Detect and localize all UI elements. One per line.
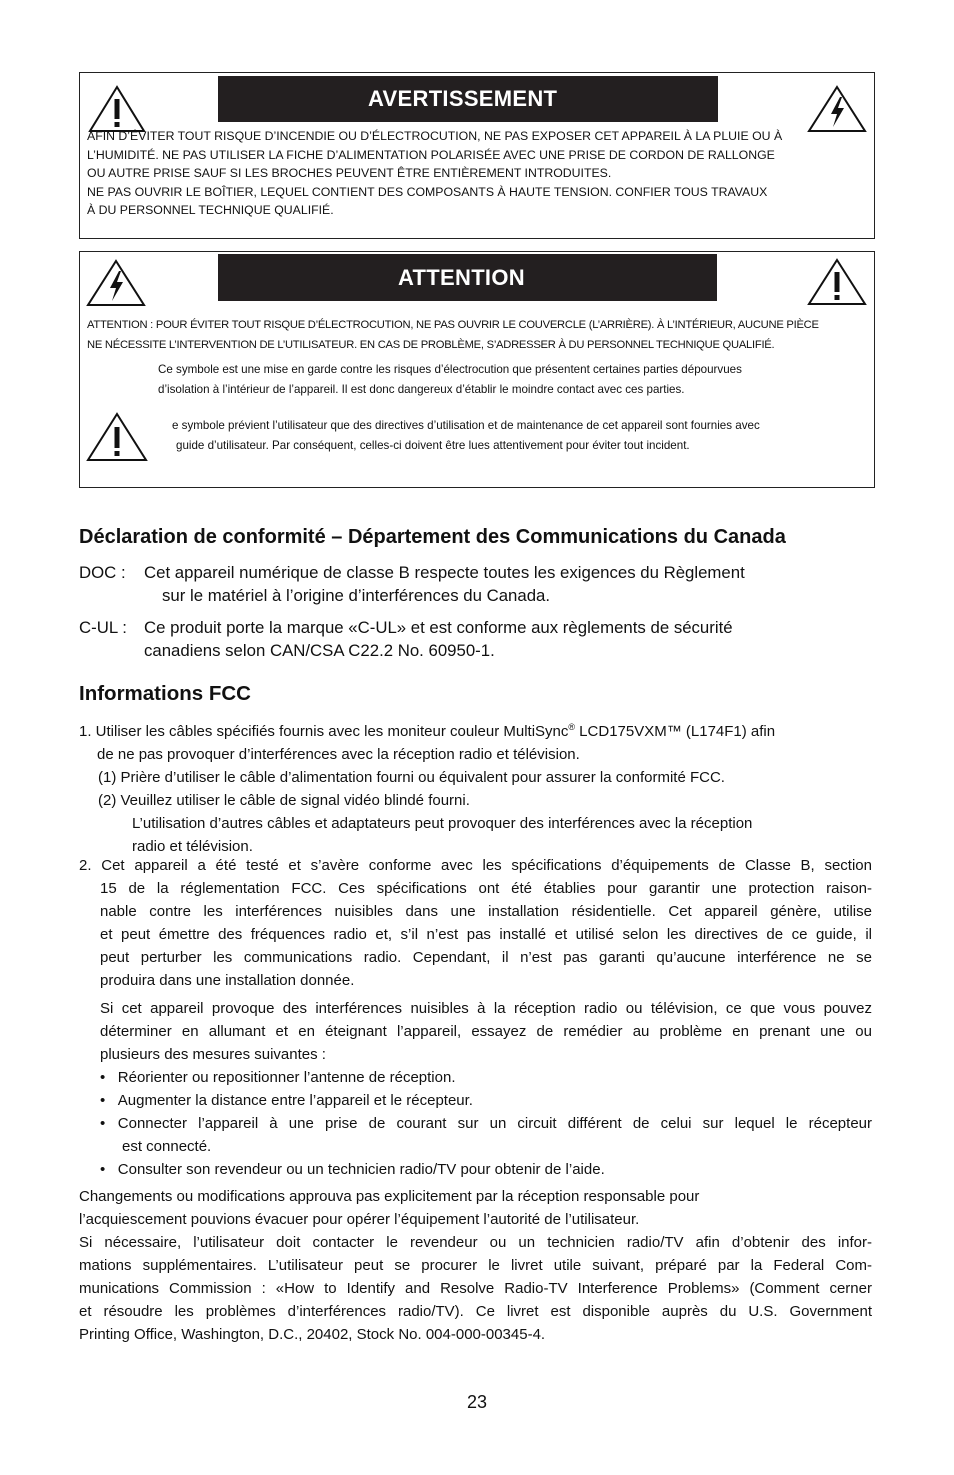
warning-line: NE PAS OUVRIR LE BOÎTIER, LEQUEL CONTIENT DES COMPOSANTS À HAUTE TENSION. CONFIER TOUS TRAVAUX <box>87 184 768 199</box>
list-item: • Connecter l’appareil à une prise de courant sur un circuit différent de celui sur lequel le récepteur <box>100 1115 872 1132</box>
page-number: 23 <box>466 1392 488 1412</box>
warning-line: À DU PERSONNEL TECHNIQUE QUALIFIÉ. <box>87 203 334 217</box>
exclamation-symbol-description: e symbole prévient l’utilisateur que des directives d’utilisation et de maintenance de cet appareil sont fournies avec guide d’utilisateur. Par conséquent, celles-ci doivent être lues attentivement pour éviter tout incident. <box>172 419 760 452</box>
fcc-sub-item-1: (1) Prière d’utiliser le câble d’alimentation fourni ou équivalent pour assurer la conformité FCC. <box>98 769 725 786</box>
lightning-symbol-description: Ce symbole est une mise en garde contre les risques d’électrocution que présentent certaines parties dépourvues d’isolation à l’intérieur de l’appareil. Il est donc dangereux d’établir le moindre contact avec ces parties. <box>158 363 742 396</box>
registered-mark: ® <box>568 722 576 732</box>
fcc-paragraph-2: Si cet appareil provoque des interférences nuisibles à la réception radio ou télévision, ce que vous pouvez déterminer en allumant et en éteignant l’appareil, essayez de remédier au problème en prenant une ou plusieurs des mesures suivantes : <box>100 1000 872 1063</box>
exclamation-attention-icon <box>806 257 868 307</box>
attention-title: ATTENTION <box>398 264 525 290</box>
warning-line: OU AUTRE PRISE SAUF SI LES BROCHES PEUVENT ÊTRE ENTIÈREMENT INTRODUITES. <box>87 166 612 180</box>
attention-line: ATTENTION : POUR ÉVITER TOUT RISQUE D’ÉLECTROCUTION, NE PAS OUVRIR LE COUVERCLE (L’ARRIÈRE). À L’INTÉRIEUR, AUCUNE PIÈCE <box>87 319 819 331</box>
fcc-item-2: 2. Cet appareil a été testé et s’avère conforme avec les spécifications d’équipements de Classe B, section 15 de la réglementation FCC. Ces spécifications ont été établies pour garantir une protection raison- nable contre les interférences nuisibles dans une installation résidentielle. Cet appareil génère, utilise et peut émettre des fréquences radio et, s’il n’est pas installé et utilisé selon les directives de ce guide, il peut perturber les communications radio. Cependant, il n’est pas garanti qu’aucune interférence ne se produira dans une installation donnée. <box>79 857 872 989</box>
list-item: • Augmenter la distance entre l’appareil et le récepteur. <box>100 1092 473 1109</box>
list-item: • Réorienter ou repositionner l’antenne de réception. <box>100 1069 456 1086</box>
warning-text <box>87 127 873 220</box>
fcc-item-1: 1. Utiliser les câbles spécifiés fournis avec les moniteur couleur MultiSync® LCD175VXM™ (L174F1) afin de ne pas provoquer d’interférences avec la réception radio et télévision. (1) Prière d’utiliser le câble d’alimentation fourni ou équivalent pour assurer la conformité FCC. (2) Veuillez utiliser le câble de signal vidéo blindé fourni. L’utilisation d’autres câbles et adaptateurs peut provoquer des interférences avec la réception radio et télévision. <box>79 716 872 858</box>
warning-title: AVERTISSEMENT <box>368 86 558 111</box>
warning-line: L’HUMIDITÉ. NE PAS UTILISER LA FICHE D’ALIMENTATION POLARISÉE AVEC UNE PRISE DE CORDON DE RALLONGE <box>87 147 775 162</box>
doc-label: DOC : <box>79 563 126 582</box>
cul-label: C-UL : <box>79 618 127 637</box>
attention-line: NE NÉCESSITE L’INTERVENTION DE L’UTILISATEUR. EN CAS DE PROBLÈME, S’ADRESSER À DU PERSONNEL TECHNIQUE QUALIFIÉ. <box>87 339 775 351</box>
lightning-attention-icon <box>85 258 147 308</box>
fcc-closing-paragraph: Changements ou modifications approuva pas explicitement par la réception responsable pour l’acquiescement pouvions évacuer pour opérer l’équipement l’autorité de l’utilisateur. Si nécessaire, l’utilisateur doit contacter le revendeur ou un technicien radio/TV afin d’obtenir des infor- mations supplémentaires. L’utilisateur peut se procurer le livret utile suivant, préparé par la Federal Com- munications Commission : «How to Identify and Resolve Radio-TV Interference Problems» (Comment cerner et résoudre les problèmes d’interférences radio/TV). Ce livret est disponible auprès du U.S. Government Printing Office, Washington, D.C., 20402, Stock No. 004-000-00345-4. <box>79 1188 872 1343</box>
warning-line: AFIN D’ÉVITER TOUT RISQUE D’INCENDIE OU D’ÉLECTROCUTION, NE PAS EXPOSER CET APPAREIL À LA PLUIE OU À <box>87 129 783 143</box>
warning-banner <box>218 76 718 122</box>
declaration-title: Déclaration de conformité – Département des Communications du Canada <box>79 526 786 548</box>
cul-text: Ce produit porte la marque «C-UL» et est conforme aux règlements de sécurité canadiens selon CAN/CSA C22.2 No. 60950-1. <box>144 618 733 660</box>
list-item: • Consulter son revendeur ou un technicien radio/TV pour obtenir de l’aide. <box>100 1161 605 1178</box>
attention-text <box>87 315 873 355</box>
fcc-bullet-list: • Réorienter ou repositionner l’antenne de réception. • Augmenter la distance entre l’appareil et le récepteur. • Connecter l’appareil à une prise de courant sur un circuit différent de celui sur lequel le récepteur est connecté. • Consulter son revendeur ou un technicien radio/TV pour obtenir de l’aide. <box>100 1066 872 1181</box>
exclamation-symbol-icon <box>85 411 149 463</box>
fcc-sub-item-2: (2) Veuillez utiliser le câble de signal vidéo blindé fourni. <box>98 792 470 809</box>
doc-text: Cet appareil numérique de classe B respecte toutes les exigences du Règlement sur le matériel à l’origine d’interférences du Canada. <box>144 563 745 605</box>
attention-banner <box>218 254 717 301</box>
fcc-title: Informations FCC <box>79 682 251 705</box>
